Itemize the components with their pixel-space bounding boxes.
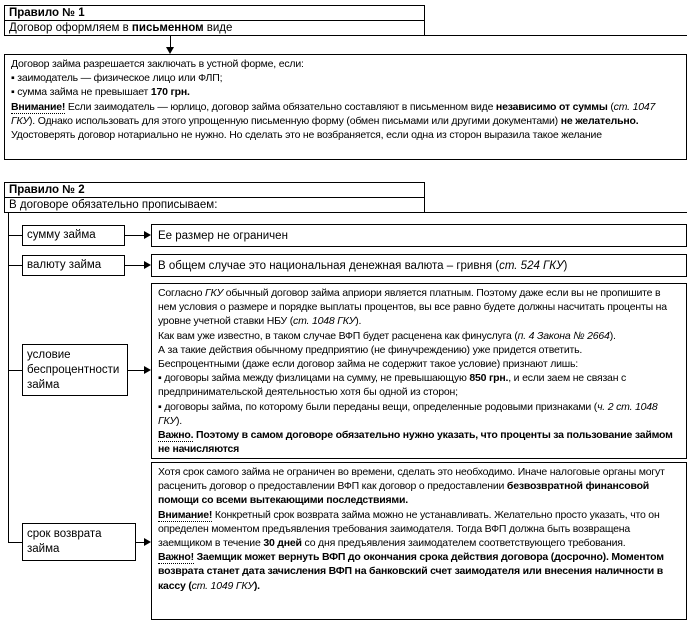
text-run: ст. 1049 ГКУ (191, 579, 254, 592)
rule1-header-extension-line (424, 35, 687, 36)
text-run: 30 дней (263, 537, 302, 550)
text-run: обычный договор займа априори является платным. Поэтому даже если вы не пропишите в нем условия о размере и порядке выплаты процентов, вы все равно будете должны насчитать проценты на уровне учетной ставки НБУ ( (158, 287, 667, 328)
text-run: ) (563, 259, 568, 272)
paragraph (11, 71, 680, 85)
text-run: 170 грн. (150, 86, 190, 99)
text-run: ). Однако использовать для этого упрощенную письменную форму (обмен письмами или другими документами) (29, 114, 561, 127)
text-run: не желательно. (560, 114, 639, 127)
text-run: Беспроцентными (даже если договор займа не содержит такое условие) признают лишь: (158, 358, 579, 371)
text-run: ▪ заимодатель — физическое лицо или ФЛП; (11, 72, 223, 85)
text-run: п. 4 Закона № 2664 (517, 329, 610, 342)
text-run: Поэтому в самом договоре обязательно нужно указать, что проценты за пользование займом не начисляются (158, 429, 673, 456)
text-run: Договор займа разрешается заключать в устной форме, если: (11, 58, 304, 70)
paragraph (158, 343, 680, 357)
text-run: Конкретный срок возврата займа можно не устанавливать. Желательно просто указать, что он определен моментом предъявления требования заимодателя. Тогда ВФП должна быть возвращена заемщиком в течение (158, 508, 660, 550)
rule2-connector-vertical-line (8, 213, 9, 543)
paragraph (158, 260, 567, 272)
row2-content-box (151, 254, 687, 277)
text-run: Заемщик может вернуть ВФП до окончания срока действия договора (досрочно). Моментом возврата станет дата зачисления ВФП на банковский счет заимодателя или внесения наличности в кассу ( (158, 551, 664, 592)
down-arrow-icon (166, 47, 174, 54)
right-arrow-icon (144, 538, 151, 546)
paragraph (158, 329, 680, 343)
row3-content-box (151, 283, 687, 459)
text-run: со дня предъявления заимодателем соответствующего требования. (301, 537, 626, 550)
rule1-title: Правило № 1 (5, 6, 424, 21)
text-run: ▪ сумма займа не превышает (11, 86, 151, 99)
text-run: ▪ договоры займа, по которому были переданы вещи, определенные родовыми признаками ( (158, 400, 598, 413)
text-run: ). (176, 414, 183, 427)
paragraph (158, 357, 680, 371)
text-run: Внимание! (158, 508, 213, 521)
paragraph (158, 371, 680, 399)
text-run: Ее размер не ограничен (158, 229, 288, 242)
paragraph (11, 57, 680, 71)
right-arrow-icon (144, 231, 151, 239)
row3-stub-line (9, 370, 22, 371)
row1-label-box (22, 225, 125, 246)
paragraph (11, 128, 680, 142)
right-arrow-icon (144, 261, 151, 269)
row2-label: валюту займа (27, 259, 102, 271)
paragraph (158, 400, 680, 428)
rule1-header (4, 5, 425, 36)
paragraph (158, 286, 680, 329)
row3-arrow-line (128, 370, 144, 371)
text-run: В общем случае это национальная денежная валюта – гривня ( (158, 259, 500, 272)
text-run: Важно. (158, 429, 194, 442)
text-run: ). (609, 329, 616, 342)
text-run: ( (607, 100, 614, 113)
text-run: Как вам уже известно, в таком случае ВФП будет расценена как финуслуга ( (158, 329, 518, 342)
text-run: ▪ договоры займа между физлицами на сумму, не превышающую (158, 372, 470, 385)
row4-arrow-line (136, 542, 144, 543)
right-arrow-icon (144, 366, 151, 374)
text-run: письменном (131, 22, 204, 34)
text-run: ст. 524 ГКУ (499, 259, 564, 272)
row3-label: условие беспроцентности займа (27, 348, 120, 391)
text-run: ГКУ (205, 287, 224, 299)
text-run: ч. 2 ст. 1048 ГКУ (158, 400, 658, 427)
paragraph (158, 230, 288, 242)
row4-label: срок возврата займа (27, 528, 102, 555)
rule1-body-box (4, 54, 687, 160)
row2-stub-line (9, 265, 22, 266)
row3-label-box (22, 344, 128, 396)
paragraph (158, 428, 680, 456)
row4-content-box (151, 462, 687, 620)
text-run: Хотя срок самого займа не ограничен во времени, сделать это необходимо. Иначе налоговые органы могут расценить договор о предоставлении ВФП как договор о предоставлении (158, 466, 665, 493)
text-run: ). (253, 579, 260, 592)
text-run: ст. 1048 ГКУ (293, 315, 356, 328)
text-run: А за такие действия обычному предприятию (не финучреждению) уже придется ответить. (158, 343, 583, 356)
text-run: ст. 1047 ГКУ (11, 100, 656, 127)
rule1-subtitle (5, 21, 424, 36)
rule2-header-extension-line (424, 212, 687, 213)
text-run: Внимание! (11, 100, 66, 113)
text-run: виде (203, 22, 233, 34)
text-run: Если заимодатель — юрлицо, договор займа обязательно составляют в письменном виде (65, 100, 496, 113)
rule2-header (4, 182, 425, 213)
text-run: Удостоверять договор нотариально не нужно. Но сделать это не возбраняется, если одна из сторон выразила такое желание (11, 129, 602, 142)
text-run: , и если заем не связан с предпринимательской деятельностью хотя бы одной из сторон; (158, 372, 627, 399)
text-run: В договоре обязательно прописываем: (9, 199, 218, 211)
text-run: 850 грн. (469, 372, 509, 385)
text-run: Договор оформляем в (9, 22, 132, 34)
text-run: независимо от суммы (495, 100, 608, 113)
row1-stub-line (9, 235, 22, 236)
paragraph (158, 465, 680, 508)
paragraph (158, 550, 680, 593)
rule2-title: Правило № 2 (5, 183, 424, 198)
paragraph (11, 85, 680, 99)
text-run: ). (355, 315, 362, 328)
row2-arrow-line (125, 265, 144, 266)
text-run: Согласно (158, 287, 205, 299)
row1-arrow-line (125, 235, 144, 236)
text-run: Важно! (158, 551, 194, 564)
row1-label: сумму займа (27, 229, 96, 241)
row4-stub-line (9, 542, 22, 543)
row1-content-box (151, 224, 687, 247)
paragraph (11, 100, 680, 128)
text-run: безвозвратной финансовой помощи со всеми вытекающими последствиями. (158, 480, 650, 507)
rule2-subtitle (5, 198, 424, 213)
paragraph (158, 508, 680, 551)
row2-label-box (22, 255, 125, 276)
row4-label-box (22, 523, 136, 561)
